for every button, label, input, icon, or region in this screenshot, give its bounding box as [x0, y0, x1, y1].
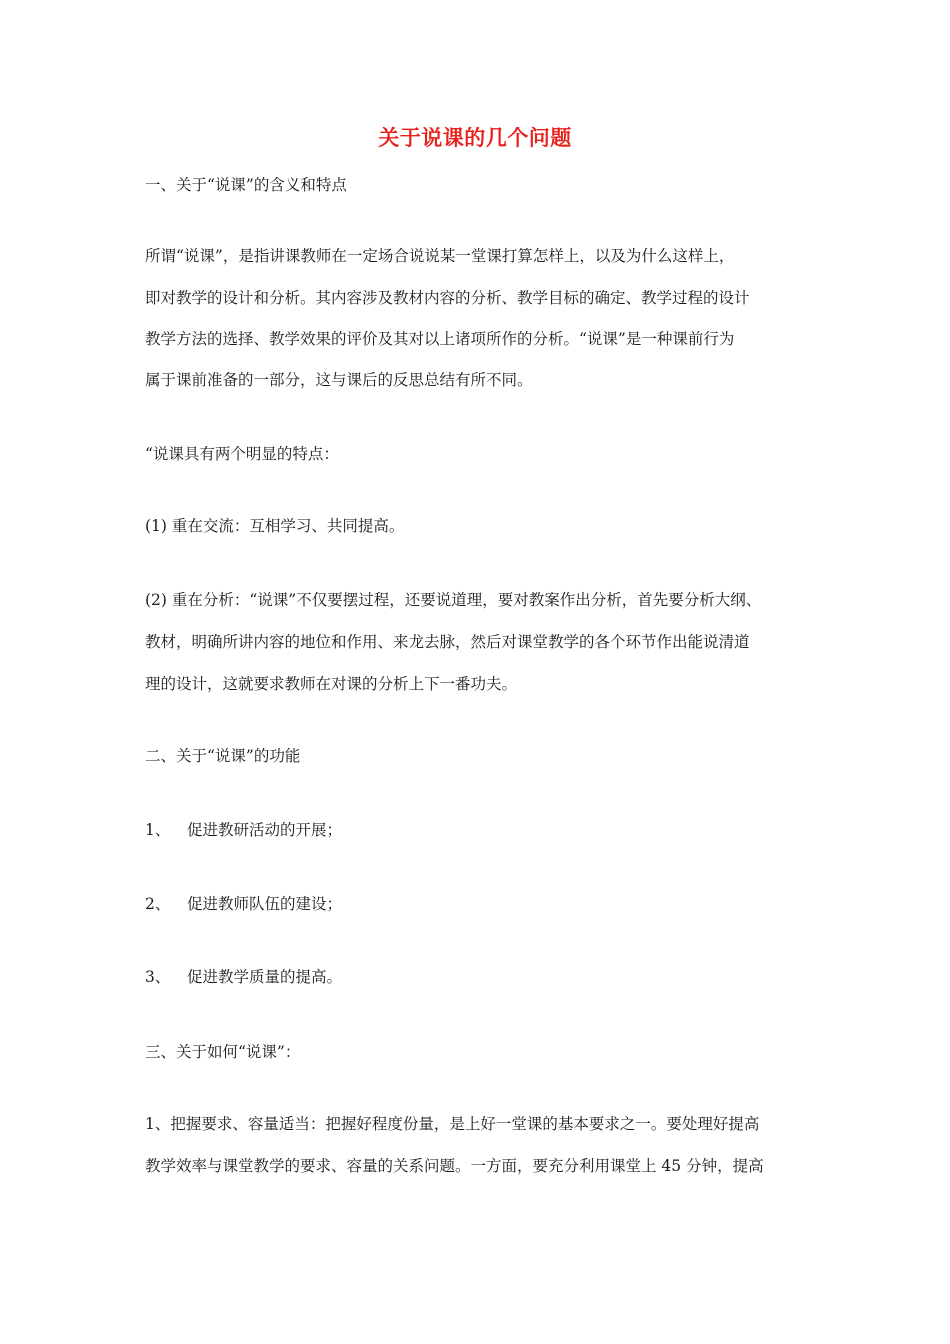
list-item: [145, 820, 342, 840]
paragraph-line: 即对教学的设计和分析。其内容涉及教材内容的分析、教学目标的确定、教学过程的设计: [145, 289, 750, 307]
paragraph-line: 教学方法的选择、教学效果的评价及其对以上诸项所作的分析。“说课”是一种课前行为: [145, 330, 735, 348]
paragraph-line: 所谓“说课”，是指讲课教师在一定场合说说某一堂课打算怎样上，以及为什么这样上，: [145, 247, 735, 265]
paragraph-line: 1、把握要求、容量适当：把握好程度份量，是上好一堂课的基本要求之一。要处理好提高: [145, 1115, 760, 1133]
paragraph-line: 理的设计，这就要求教师在对课的分析上下一番功夫。: [145, 675, 518, 693]
list-item-text: 促进教师队伍的建设；: [187, 895, 343, 913]
paragraph-line: “说课具有两个明显的特点：: [145, 445, 339, 463]
section-heading-1: 一、关于“说课”的含义和特点: [145, 176, 347, 194]
paragraph-line: 属于课前准备的一部分，这与课后的反思总结有所不同。: [145, 371, 533, 389]
list-item-number: 1、: [145, 821, 171, 839]
list-item: [145, 967, 342, 987]
list-item-text: 促进教学质量的提高。: [187, 968, 343, 986]
paragraph-line: 教材，明确所讲内容的地位和作用、来龙去脉，然后对课堂教学的各个环节作出能说清道: [145, 633, 750, 651]
paragraph-line: (2) 重在分析：“说课”不仅要摆过程，还要说道理，要对教案作出分析，首先要分析大纲、: [145, 591, 762, 609]
paragraph-line: 教学效率与课堂教学的要求、容量的关系问题。一方面，要充分利用课堂上 45 分钟，提高: [145, 1157, 764, 1175]
section-heading-3: 三、关于如何“说课”：: [145, 1043, 301, 1061]
list-item-text: 促进教研活动的开展；: [187, 821, 343, 839]
list-item: [145, 894, 342, 914]
list-item-number: 3、: [145, 968, 171, 986]
paragraph-line: (1) 重在交流：互相学习、共同提高。: [145, 517, 405, 535]
section-heading-2: 二、关于“说课”的功能: [145, 747, 301, 765]
list-item-number: 2、: [145, 895, 171, 913]
page-title: 关于说课的几个问题: [378, 125, 572, 150]
